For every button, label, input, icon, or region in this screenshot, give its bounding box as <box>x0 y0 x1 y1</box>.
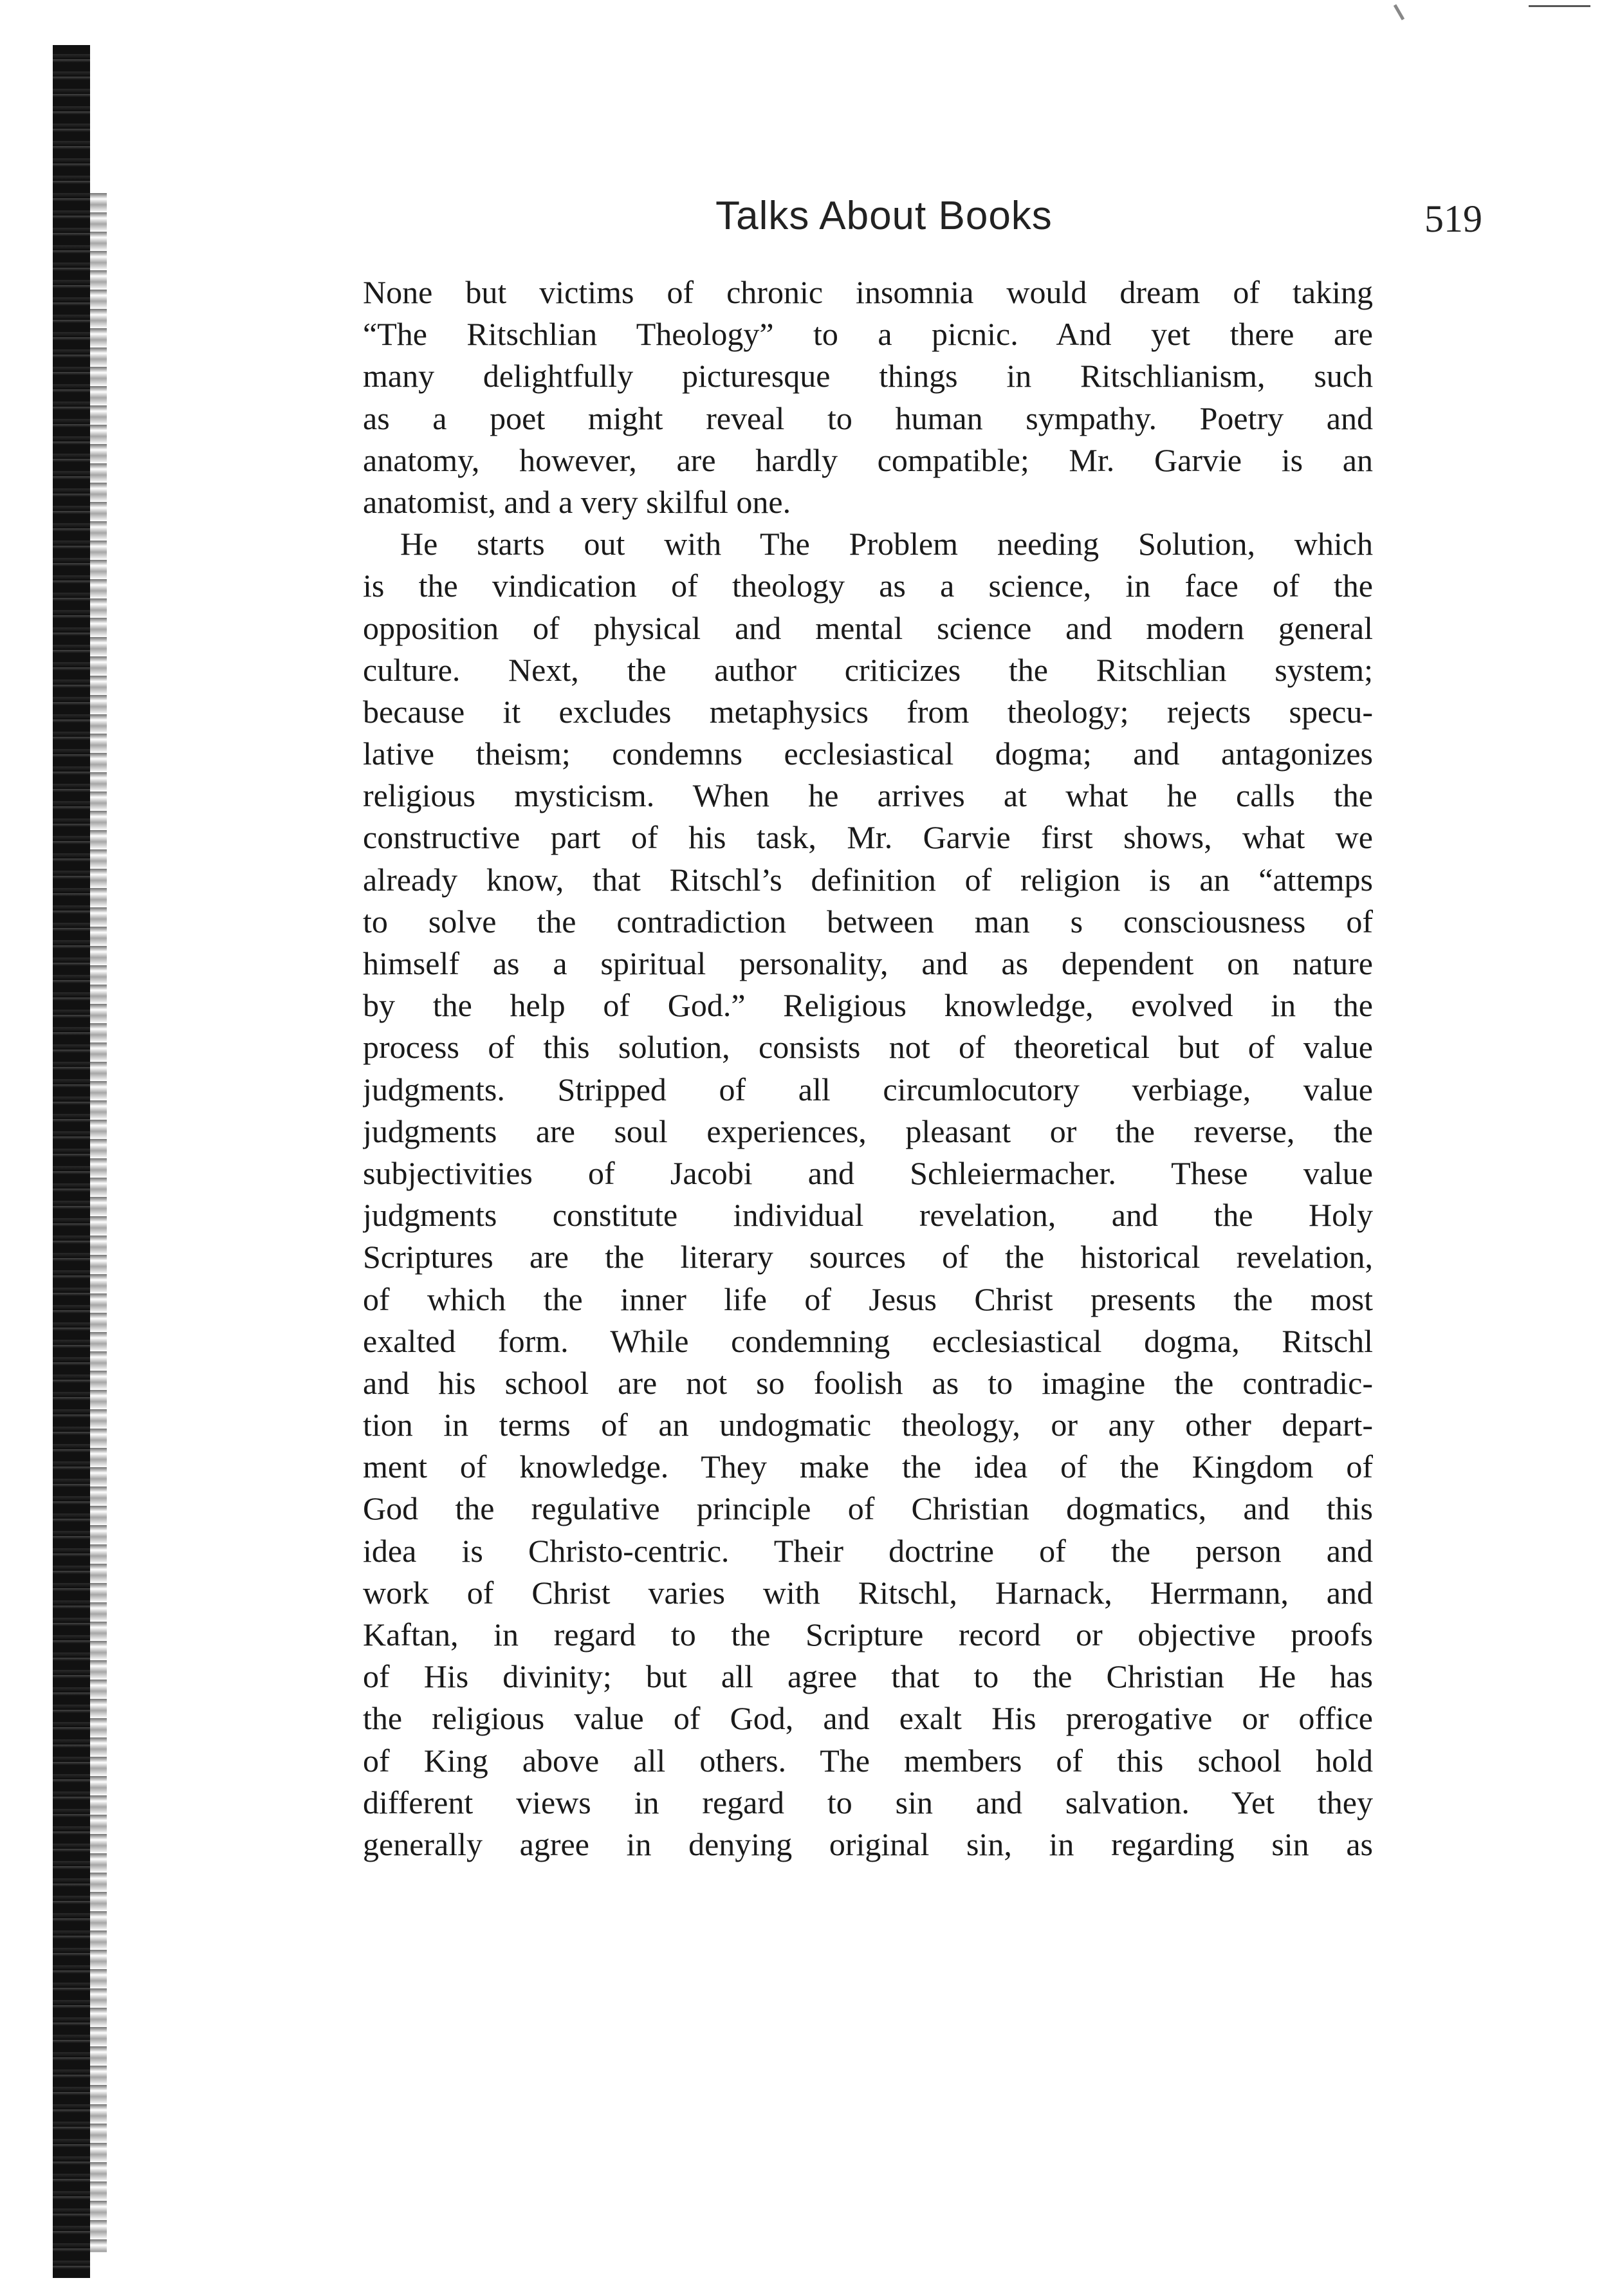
text-line: by the help of God.” Religious knowledge, evolved in the <box>363 987 1373 1024</box>
running-title: Talks About Books <box>715 194 1053 238</box>
book-spine-shadow <box>53 45 90 2278</box>
text-line: religious mysticism. When he arrives at what he calls the <box>363 777 1373 814</box>
corner-scan-tick <box>1394 4 1404 20</box>
text-line: culture. Next, the author criticizes the Ritschlian system; <box>363 651 1373 688</box>
text-line: God the regulative principle of Christian dogmatics, and this <box>363 1490 1373 1527</box>
text-line: as a poet might reveal to human sympathy. Poetry and <box>363 400 1373 436</box>
text-line: the religious value of God, and exalt His prerogative or office <box>363 1700 1373 1737</box>
text-line: judgments are soul experiences, pleasant or the reverse, the <box>363 1113 1373 1149</box>
text-line: Kaftan, in regard to the Scripture record or objective proofs <box>363 1616 1373 1653</box>
text-line: of His divinity; but all agree that to the Christian He has <box>363 1658 1373 1695</box>
text-line: many delightfully picturesque things in Ritschlianism, such <box>363 358 1373 394</box>
text-line: generally agree in denying original sin, in regarding sin as <box>363 1826 1373 1862</box>
text-line: and his school are not so foolish as to imagine the contradic- <box>363 1364 1373 1401</box>
page-gutter-edge <box>90 193 107 2252</box>
text-line: himself as a spiritual personality, and as dependent on nature <box>363 945 1373 981</box>
text-line: already know, that Ritschl’s definition of religion is an “attemps <box>363 861 1373 898</box>
text-line: ment of knowledge. They make the idea of the Kingdom of <box>363 1449 1373 1485</box>
text-line: constructive part of his task, Mr. Garvie first shows, what we <box>363 819 1373 856</box>
text-line: of King above all others. The members of this school hold <box>363 1742 1373 1779</box>
text-line: of which the inner life of Jesus Christ presents the most <box>363 1281 1373 1317</box>
text-line: judgments. Stripped of all circumlocutory verbiage, value <box>363 1071 1373 1107</box>
text-line: exalted form. While condemning ecclesiastical dogma, Ritschl <box>363 1322 1373 1359</box>
page-number: 519 <box>1424 198 1482 240</box>
text-line: “The Ritschlian Theology” to a picnic. And yet there are <box>363 316 1373 353</box>
text-line: Scriptures are the literary sources of the historical revelation, <box>363 1239 1373 1275</box>
body-text <box>363 272 1373 1866</box>
text-line: anatomy, however, are hardly compatible; Mr. Garvie is an <box>363 441 1373 478</box>
running-head <box>363 193 1482 251</box>
text-line: to solve the contradiction between man s consciousness of <box>363 903 1373 940</box>
text-line: He starts out with The Problem needing Solution, which <box>400 526 1373 562</box>
text-line: because it excludes metaphysics from theology; rejects specu- <box>363 693 1373 730</box>
text-line: subjectivities of Jacobi and Schleiermacher. These value <box>363 1154 1373 1191</box>
text-line: work of Christ varies with Ritschl, Harnack, Herrmann, and <box>363 1574 1373 1611</box>
text-line: idea is Christo-centric. Their doctrine of the person and <box>363 1532 1373 1569</box>
text-line: anatomist, and a very skilful one. <box>363 483 791 520</box>
corner-scan-mark <box>1529 5 1590 7</box>
text-line: lative theism; condemns ecclesiastical dogma; and antagonizes <box>363 736 1373 772</box>
text-line: different views in regard to sin and salvation. Yet they <box>363 1784 1373 1820</box>
text-line: judgments constitute individual revelation, and the Holy <box>363 1197 1373 1234</box>
text-line: None but victims of chronic insomnia would dream of taking <box>363 274 1373 310</box>
text-line: tion in terms of an undogmatic theology, or any other depart- <box>363 1407 1373 1443</box>
text-line: is the vindication of theology as a science, in face of the <box>363 568 1373 604</box>
text-line: process of this solution, consists not of theoretical but of value <box>363 1029 1373 1066</box>
text-line: opposition of physical and mental science and modern general <box>363 609 1373 646</box>
